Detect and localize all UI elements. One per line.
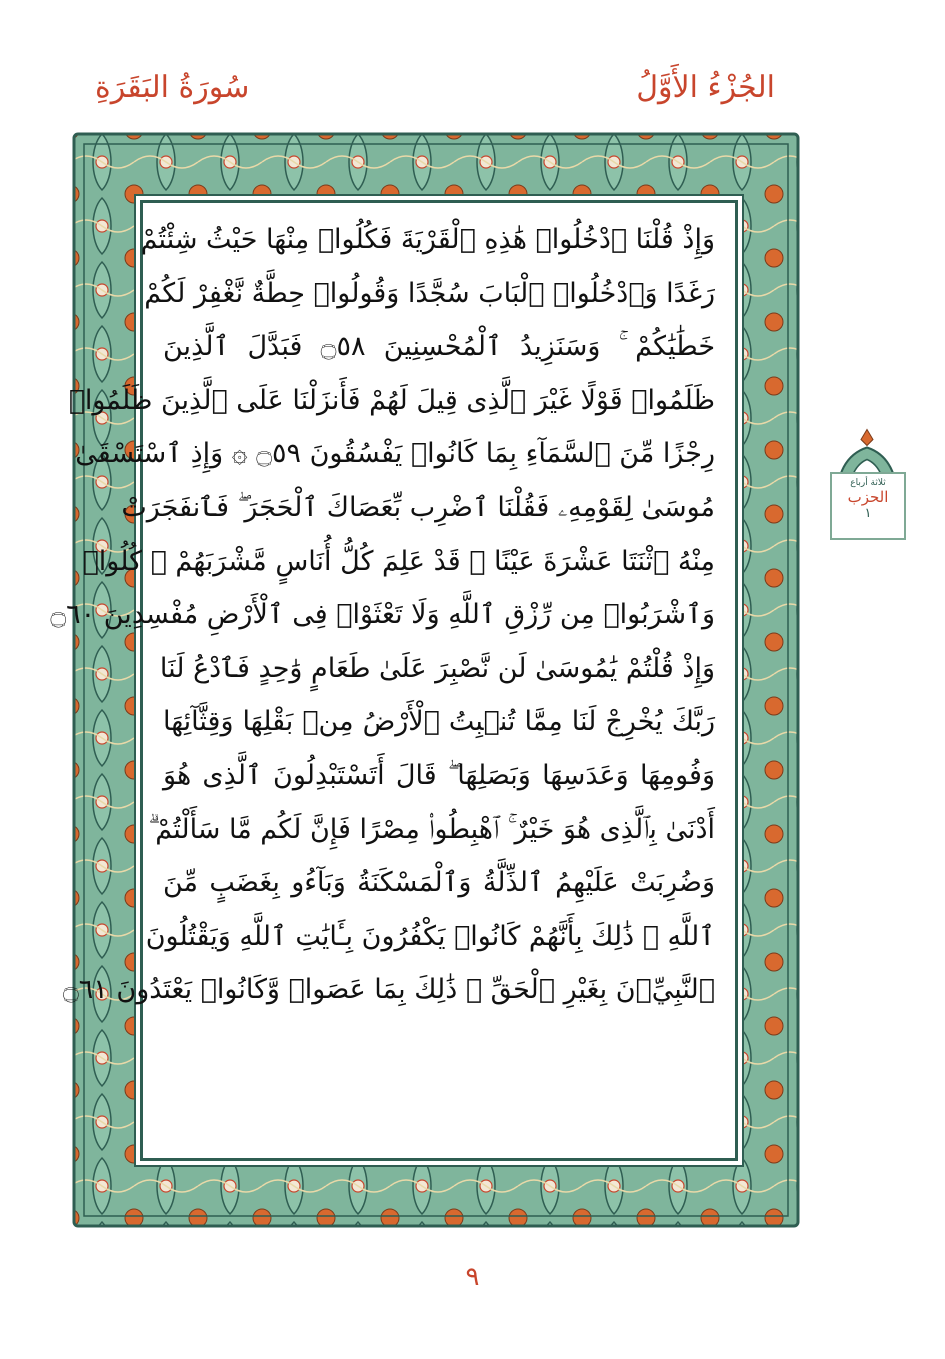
verse-line: خَطَٰيَٰكُمْ ۚ وَسَنَزِيدُ ٱلْمُحْسِنِينَ ۝٥٨ فَبَدَّلَ ٱلَّذِينَ [163,331,716,363]
verse-text-panel [50,200,738,1161]
hizb-caption: ثلاثة أرباع [850,478,886,488]
juz-title: الجُزْءُ الأَوَّلُ [636,70,775,105]
verse-line: وَضُرِبَتْ عَلَيْهِمُ ٱلذِّلَّةُ وَٱلْمَسْكَنَةُ وَبَآءُو بِغَضَبٍ مِّنَ [163,867,715,899]
verse-line: وَفُومِهَا وَعَدَسِهَا وَبَصَلِهَا ۖ قَالَ أَتَسْتَبْدِلُونَ ٱلَّذِى هُوَ [163,759,715,791]
page-number: ٩ [465,1262,480,1292]
verse-lines [50,213,735,1017]
verse-line: وَٱشْرَبُوا۟ مِن رِّزْقِ ٱللَّهِ وَلَا تَعْثَوْا۟ فِى ٱلْأَرْضِ مُفْسِدِينَ ۝٦٠ [50,599,715,631]
verse-line: وَإِذْ قُلْتُمْ يَٰمُوسَىٰ لَن نَّصْبِرَ عَلَىٰ طَعَامٍ وَٰحِدٍ فَٱدْعُ لَنَا [159,652,715,684]
verse-line: ٱلنَّبِيِّۦنَ بِغَيْرِ ٱلْحَقِّ ۗ ذَٰلِكَ بِمَا عَصَوا۟ وَّكَانُوا۟ يَعْتَدُونَ ۝٦١ [62,974,715,1006]
verse-line: رَغَدًا وَٱدْخُلُوا۟ ٱلْبَابَ سُجَّدًا وَقُولُوا۟ حِطَّةٌ نَّغْفِرْ لَكُمْ [144,277,715,309]
verse-line: ظَلَمُوا۟ قَوْلًا غَيْرَ ٱلَّذِى قِيلَ لَهُمْ فَأَنزَلْنَا عَلَى ٱلَّذِينَ ظَلَمُوا۟ [68,384,715,416]
hizb-number: ١ [864,506,872,521]
verse-line: رِجْزًا مِّنَ ٱلسَّمَآءِ بِمَا كَانُوا۟ يَفْسُقُونَ ۝٥٩ ۞ وَإِذِ ٱسْتَسْقَىٰ [75,438,715,470]
surah-title: سُورَةُ البَقَرَةِ [95,70,250,105]
hizb-marker [830,472,906,540]
verse-line: رَبَّكَ يُخْرِجْ لَنَا مِمَّا تُنۢبِتُ ٱلْأَرْضُ مِنۢ بَقْلِهَا وَقِثَّآئِهَا [163,706,715,738]
verse-line: وَإِذْ قُلْنَا ٱدْخُلُوا۟ هَٰذِهِ ٱلْقَرْيَةَ فَكُلُوا۟ مِنْهَا حَيْثُ شِئْتُمْ [140,224,715,255]
verse-line: مِنْهُ ٱثْنَتَا عَشْرَةَ عَيْنًا ۖ قَدْ عَلِمَ كُلُّ أُنَاسٍ مَّشْرَبَهُمْ ۖ كُلُوا۟ [82,545,715,577]
verse-line: أَدْنَىٰ بِٱلَّذِى هُوَ خَيْرٌ ۚ ٱهْبِطُوا۟ مِصْرًا فَإِنَّ لَكُم مَّا سَأَلْتُمْ ۗ [148,813,715,845]
verse-line: ٱللَّهِ ۗ ذَٰلِكَ بِأَنَّهُمْ كَانُوا۟ يَكْفُرُونَ بِـَٔايَٰتِ ٱللَّهِ وَيَقْتُلُونَ [145,920,715,952]
verse-line: مُوسَىٰ لِقَوْمِهِۦ فَقُلْنَا ٱضْرِب بِّعَصَاكَ ٱلْحَجَرَ ۖ فَٱنفَجَرَتْ [121,491,715,523]
hizb-label: الحزب [847,488,889,506]
